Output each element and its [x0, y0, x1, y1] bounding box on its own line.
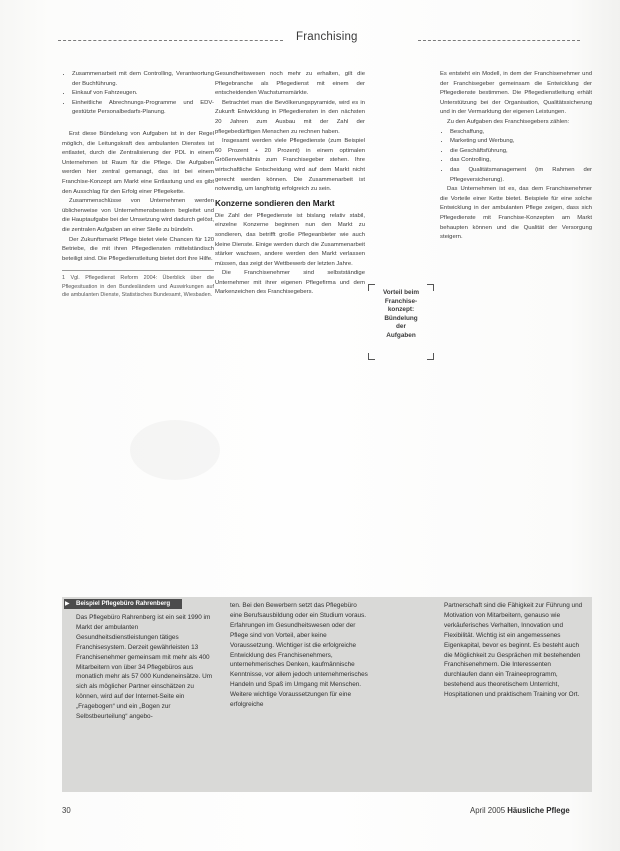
pull-quote-line: Bündelung [384, 314, 418, 322]
paragraph: Der Zukunftsmarkt Pflege bietet viele Chancen für 120 Betriebe, die mit ihren Pflegediensten mittelständisch beteiligt sind. Die Pflegedienstleitung bietet dort ihre Hilfe. [62, 236, 214, 262]
footer-issue [470, 806, 570, 815]
list-item: • das Qualitätsmanagement (im Rahmen der Pflegeversicherung). [450, 166, 592, 185]
paragraph: Gesundheitswesen noch mehr zu erhalten, gilt die Pflegebranche als Pflegedienst mit einem der entscheidenden Wachstumsmärkte. [215, 71, 365, 97]
box-title: Beispiel Pflegebüro Rahrenberg [64, 599, 182, 609]
header-rule-left [58, 40, 283, 41]
column-1 [62, 70, 214, 300]
page-header [58, 31, 580, 47]
page-number: 30 [62, 806, 71, 815]
bracket-corner [427, 353, 434, 360]
pull-quote-line: der [396, 323, 406, 331]
paragraph: Erst diese Bündelung von Aufgaben ist in der Regel möglich, die Leitungskraft des ambulanten Dienstes ist entlastet, durch die Zentralisierung der PDL in einem Unternehmen ist Raum für die Pflege. Die Aufgaben werden hier zentral gemanagt, das ist bei einem Franchise-Konzept am Markt eine Entlastung und es gibt den Ausschlag für den Erfolg einer Pflegekette. [62, 130, 214, 195]
example-box [62, 597, 592, 792]
pull-quote-line: konzept: [387, 306, 415, 314]
list-item: • Beschaffung, [450, 128, 592, 138]
pull-quote-line: Franchise- [384, 297, 418, 305]
paragraph: Es entsteht ein Modell, in dem der Franchisenehmer und der Franchisegeber gemeinsam die Entwicklung der Pflegedienste bestimmen. Die Pflegedienstleitung erhält Unterstützung bei der Organisation, Qualitätssicherung und in der Vermarktung der eigenen Leistungen. [440, 71, 592, 116]
pull-quote-line: Aufgaben [386, 331, 416, 339]
bracket-corner [368, 353, 375, 360]
magazine-name: Häusliche Pflege [507, 806, 570, 815]
footnote: 1 Vgl. Pflegedienst Reform 2004: Überblick über die Pflegesituation in den Bundesländern und Auswirkungen auf die ambulanten Dienste, Statistisches Bundesamt, Wiesbaden. [62, 270, 214, 299]
bullet-list [440, 128, 592, 186]
list-item: • Einkauf von Fahrzeugen. [72, 89, 214, 99]
list-item: • Marketing und Werbung, [450, 137, 592, 147]
list-item: • Zusammenarbeit mit dem Controlling, Verantwortung der Buchführung. [72, 70, 214, 89]
paragraph: Die Zahl der Pflegedienste ist bislang relativ stabil, einzelne Konzerne beginnen nun den Markt zu sondieren, das betrifft große Pflegeanbieter wie auch kleine Dienste. Einige werden durch die Zusammenarbeit stärker wachsen, andere werden den Markt verlassen müssen, das zeigt der Wettbewerb der letzten Jahre. [215, 212, 365, 267]
pull-quote-line: Vorteil beim [382, 289, 420, 296]
paragraph: Das Unternehmen ist es, das dem Franchisenehmer die Vorteile einer Kette bietet. Beispiele für eine solche Entwicklung in der ambulanten Pflege zeigen, dass sich Pflegedienste mit Franchise-Konzepten am Markt behaupten können und die Qualität der Versorgung steigern. [440, 186, 592, 241]
pull-quote [368, 284, 434, 360]
section-title: Franchising [296, 31, 358, 43]
paragraph: Die Franchisenehmer sind selbstständige Unternehmer mit ihrer eigenen Pflegefirma und dem Markenzeichen des Franchisegebers. [215, 270, 365, 296]
box-column-1: Das Pflegebüro Rahrenberg ist ein seit 1990 im Markt der ambulanten Gesundheitsdienstleistungen tätiges Franchisesystem. Derzeit gewährleisten 13 Franchisenehmer gemeinsam mit mehr als 400 Mitarbeitern von über 34 Pflegebüros aus monatlich mehr als 57 000 Kundeneinsätze. Um sich als möglicher Partner einschätzen zu können, wird auf der Internet-Seite ein „Fragebogen“ und ein „Bogen zur Selbstbeurteilung“ angebo- [76, 614, 213, 721]
paragraph: Betrachtet man die Bevölkerungspyramide, wird es in Zukunft Entwicklung in Pflegediensten in den nächsten 20 Jahren zum Ausbau mit der Zahl der pflegebedürftigen Menschen zu rechnen haben. [215, 99, 365, 135]
paragraph: Zusammenschlüsse von Unternehmen werden üblicherweise von Unternehmensberatern begleitet und die Hauptaufgabe bei der Umsetzung wird dadurch gelöst, die zentralen Aufgaben an einer Stelle zu bündeln. [62, 198, 214, 233]
header-rule-right [418, 40, 580, 41]
bullet-list [62, 70, 214, 118]
paragraph: Insgesamt werden viele Pflegedienste (zum Beispiel 60 Prozent + 20 Prozent) in einem optimalen Größenverhältnis zum Franchisegeber stehen. Ihre wirtschaftliche Entscheidung wird auf dem Markt nicht gerecht werden können. Die Zusammenarbeit ist notwendig, um langfristig erfolgreich zu sein. [215, 138, 365, 193]
arrow-right-icon: ▶ [65, 600, 70, 607]
scan-smudge [130, 420, 220, 480]
list-item: • die Geschäftsführung, [450, 147, 592, 157]
pull-quote-text [372, 289, 430, 341]
box-column-3: Partnerschaft sind die Fähigkeit zur Führung und Motivation von Mitarbeitern, genauso wie verkäuferisches Verhalten, Innovation und Flexibilität. Wichtig ist ein angemessenes Eigenkapital, bevor es beginnt. Es besteht auch die Möglichkeit zu Gesprächen mit bestehenden Franchisenehmern. Die Interessenten durchlaufen dann ein Traineeprogramm, bestehend aus theoretischem Unterricht, Hospitationen und praktischem Training vor Ort. [444, 602, 583, 699]
issue-date: April 2005 [470, 806, 506, 815]
box-column-2: ten. Bei den Bewerbern setzt das Pflegebüro eine Berufsausbildung oder ein Studium voraus. Erfahrungen im Gesundheitswesen oder der Pflege sind von Vorteil, aber keine Voraussetzung. Wichtiger ist die erfolgreiche Entwicklung des Franchisenehmers, unternehmerisches Denken, kaufmännische Kenntnisse, vor allem jedoch unternehmerisches Handeln und Spaß im Umgang mit Menschen. Weitere wichtige Voraussetzungen für eine erfolgreiche [230, 602, 368, 709]
list-intro: Zu den Aufgaben des Franchisegebers zählen: [447, 118, 570, 125]
list-item: • Einheitliche Abrechnungs-Programme und EDV-gestützte Personalbedarfs-Planung. [72, 99, 214, 118]
section-heading: Konzerne sondieren den Markt [215, 198, 335, 208]
column-2 [215, 70, 365, 298]
list-item: • das Controlling, [450, 156, 592, 166]
column-3 [440, 70, 592, 243]
